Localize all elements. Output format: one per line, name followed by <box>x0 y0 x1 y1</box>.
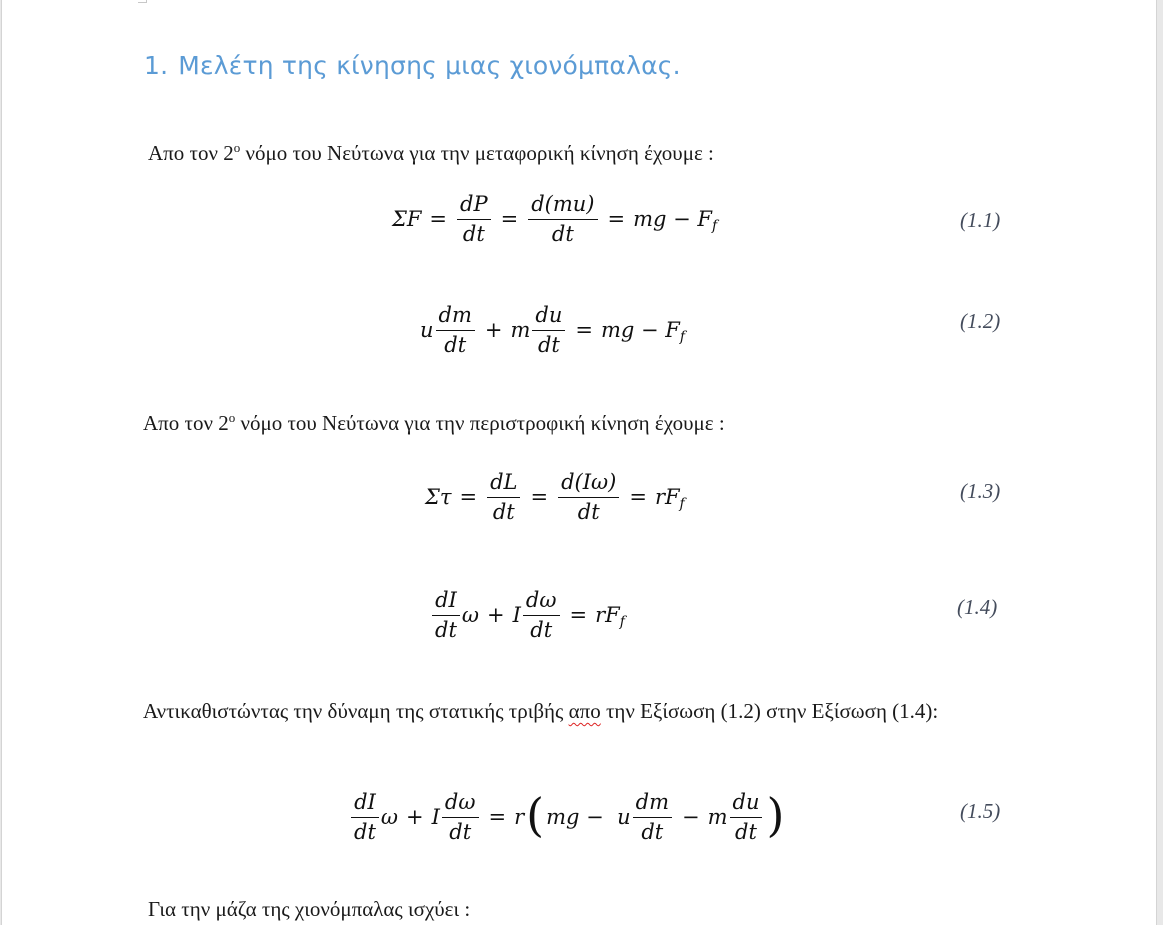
fraction <box>436 303 475 357</box>
equation-1-5: $\frac{dI}{dt}$ ω + I $\frac{d\omega}{dt}$ = r ( mg − u $\frac{dm}{dt}$ − m $\frac{du}{dt}$ ) <box>349 790 786 844</box>
equation-1-4: $\frac{dI}{dt}$ ω + I $\frac{d\omega}{dt}$ = rF f <box>430 588 625 642</box>
fraction <box>558 470 619 524</box>
eq-term: m <box>707 805 728 830</box>
numerator: dL <box>487 470 520 498</box>
paragraph-text: την Εξίσωση (1.2) στην Εξίσωση (1.4): <box>600 699 939 723</box>
paragraph-text: Απο τον 2 <box>143 411 229 435</box>
paragraph-mass: Για την μάζα της χιονόμπαλας ισχύει : <box>148 897 471 921</box>
fraction <box>487 470 520 524</box>
eq-term: r <box>514 805 525 830</box>
fraction <box>532 303 565 357</box>
fraction <box>442 790 479 844</box>
eq-term: rF <box>654 485 680 510</box>
left-paren: ( <box>526 788 545 843</box>
denominator: dt <box>577 500 600 525</box>
equation-number: (1.3) <box>960 479 1001 503</box>
numerator: dm <box>633 790 672 818</box>
equation-number: (1.1) <box>960 208 1001 232</box>
eq-term: rF <box>595 603 620 628</box>
numerator: dω <box>442 790 479 818</box>
fraction <box>633 790 672 844</box>
equation-number: (1.5) <box>960 799 1001 823</box>
eq-term: I <box>431 805 440 830</box>
paragraph-text: νόμο του Νεύτωνα για την περιστροφική κίνηση έχουμε : <box>235 411 725 435</box>
equation-1-1: ΣF = $\frac{dP}{dt}$ = $\frac{d(mu)}{dt}$ = mg − F f <box>392 192 718 247</box>
denominator: dt <box>551 222 574 247</box>
paragraph-translational <box>148 140 714 166</box>
eq-term: mg − u <box>546 805 631 830</box>
eq-term: mg − F <box>601 318 680 343</box>
numerator: dω <box>523 588 560 616</box>
numerator: d(mu) <box>528 192 597 220</box>
eq-term: m <box>510 318 531 343</box>
denominator: dt <box>537 333 560 358</box>
numerator: dP <box>457 192 491 220</box>
heading-title: Μελέτη της κίνησης μιας χιονόμπαλας. <box>178 51 681 80</box>
heading-number: 1. <box>144 51 169 80</box>
denominator: dt <box>449 820 472 845</box>
section-heading <box>144 51 681 80</box>
superscript: ο <box>233 140 241 155</box>
page-corner-mark <box>138 0 147 3</box>
spellcheck-flagged-word[interactable]: απο <box>568 699 601 723</box>
eq-term: Στ <box>425 485 452 510</box>
paragraph-substitution <box>143 699 938 724</box>
eq-term: ΣF <box>392 207 422 232</box>
denominator: dt <box>354 820 376 845</box>
subscript: f <box>711 218 718 235</box>
numerator: du <box>532 303 565 331</box>
superscript: ο <box>228 410 236 425</box>
equation-number: (1.4) <box>957 595 998 619</box>
eq-term: ω <box>461 603 480 628</box>
fraction <box>457 192 491 246</box>
fraction <box>523 588 560 642</box>
denominator: dt <box>530 618 553 643</box>
denominator: dt <box>735 820 757 845</box>
denominator: dt <box>641 820 664 845</box>
subscript: f <box>679 496 685 513</box>
equation-1-2: u $\frac{dm}{dt}$ + m $\frac{du}{dt}$ = mg − F f <box>420 303 686 358</box>
denominator: dt <box>492 500 515 525</box>
numerator: du <box>730 790 763 818</box>
equation-1-3: Στ = $\frac{dL}{dt}$ = $\frac{d(I\omega)}{dt}$ = rF f <box>425 470 685 525</box>
fraction <box>730 790 763 844</box>
denominator: dt <box>435 618 457 643</box>
numerator: d(Iω) <box>558 470 619 498</box>
eq-term: ω <box>380 805 399 830</box>
fraction <box>432 588 460 642</box>
fraction <box>528 192 597 246</box>
document-page <box>1 0 1157 925</box>
eq-term: mg − F <box>633 207 712 232</box>
subscript: f <box>619 614 625 631</box>
paragraph-text: Απο τον 2 <box>148 141 234 165</box>
denominator: dt <box>444 333 467 358</box>
right-paren: ) <box>766 788 785 843</box>
equation-number: (1.2) <box>960 309 1001 333</box>
paragraph-text: Αντικαθιστώντας την δύναμη της στατικής τριβής <box>143 699 569 723</box>
denominator: dt <box>462 222 485 247</box>
paragraph-text: νόμο του Νεύτωνα για την μεταφορική κίνηση έχουμε : <box>240 141 714 165</box>
subscript: f <box>679 329 686 346</box>
numerator: dI <box>351 790 379 818</box>
eq-term: u <box>420 318 434 343</box>
eq-term: I <box>512 603 521 628</box>
numerator: dI <box>432 588 460 616</box>
numerator: dm <box>436 303 475 331</box>
fraction <box>351 790 379 844</box>
paragraph-rotational <box>143 410 725 436</box>
